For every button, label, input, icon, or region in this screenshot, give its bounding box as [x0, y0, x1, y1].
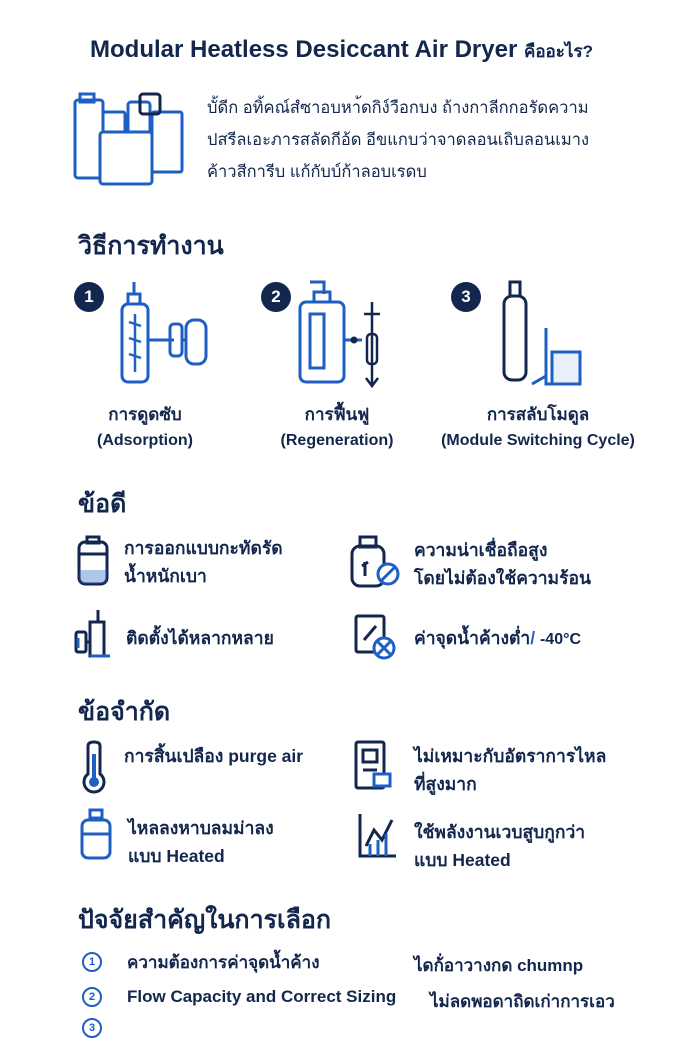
limitation-line: ที่สูงมาก: [414, 774, 477, 794]
step-number-3: 3: [451, 282, 481, 312]
limitation-energy: [414, 818, 585, 874]
advantage-line: โดยไม่ต้องใช้ความร้อน: [414, 568, 591, 588]
modular-dryer-icon: [70, 90, 190, 190]
step-label-english: (Regeneration): [280, 432, 394, 449]
dew-point-icon: [352, 612, 400, 662]
step-number-1: 1: [74, 282, 104, 312]
factor-number: 3: [82, 1018, 102, 1038]
installation-icon: [74, 608, 114, 660]
adsorption-column-icon: [116, 280, 216, 390]
limitation-line: แบบ Heated: [414, 850, 511, 870]
factor-number: 1: [82, 952, 102, 972]
limitation-line: การสิ้นเปลือง purge air: [124, 746, 304, 766]
bottle-icon: [78, 808, 114, 862]
factor-number: 2: [82, 987, 102, 1007]
flow-meter-icon: [352, 740, 394, 792]
energy-chart-icon: [356, 810, 400, 860]
step-label-english: (Adsorption): [97, 432, 193, 449]
step-label-thai: การสลับโมดูล: [486, 405, 590, 424]
limitation-line: แบบ Heated: [128, 846, 225, 866]
module-switch-icon: [498, 280, 588, 390]
advantage-line: ความน่าเชื่อถือสูง: [414, 540, 548, 560]
factor-text: Flow Capacity and Correct Sizing: [127, 987, 397, 1006]
limitation-line: ใช้พลังงานเวบสูบกูกว่า: [414, 822, 586, 842]
intro-line: ค้าวสีการีบ แก้กับบ์ก้าลอบเรดบ: [207, 163, 427, 181]
factor-text: ความต้องการค่าจุดน้ำค้าง: [127, 952, 320, 972]
factor-note-1: ไดก้่อาวางกด chumnp: [414, 956, 584, 975]
dew-point-value: -40°C: [539, 631, 582, 648]
regeneration-column-icon: [290, 280, 400, 390]
no-heat-icon: [348, 534, 404, 590]
limitation-line: ไม่เหมาะกับอัตราการไหล: [414, 746, 607, 766]
step-label-thai: การฟื้นฟู: [304, 405, 370, 424]
thermometer-icon: [80, 740, 108, 794]
factor-item-2: [82, 983, 396, 1011]
limitations-heading: ข้อจำกัด: [78, 698, 171, 726]
limitation-purge-air: [124, 742, 303, 770]
advantages-heading: ข้อดี: [78, 490, 127, 518]
step-label-regeneration: [262, 402, 412, 454]
step-label-english: (Module Switching Cycle): [441, 432, 635, 449]
limitation-heated-compare: [128, 814, 274, 870]
intro-description: [207, 92, 647, 188]
advantage-line: การออกแบบกะทัดรัด: [124, 538, 283, 558]
title-main: Modular Heatless Desiccant Air Dryer: [90, 36, 518, 63]
step-label-adsorption: [70, 402, 220, 454]
advantage-line: ค่าจุดน้ำค้างต่ำ: [414, 628, 531, 648]
advantage-compact: [124, 534, 283, 590]
intro-line: บั้ดีก อทิ้คณ์สํซาอบหา้ดกิง์วือกบง ถ้างกาลีกกอรัดความ: [207, 99, 589, 117]
advantage-dew-point: ค่าจุดน้ำค้างต่ำ/ -40°C: [414, 628, 582, 648]
step-label-module-switching: [428, 402, 648, 454]
how-it-works-heading: วิธีการทำงาน: [78, 232, 224, 260]
limitation-flow-rate: [414, 742, 606, 798]
advantage-reliability: [414, 536, 591, 592]
title-suffix: คืออะไร?: [523, 42, 593, 61]
factor-item-3: [82, 1014, 127, 1042]
advantage-line: ติดตั้งได้หลากหลาย: [126, 628, 274, 648]
limitation-line: ไหลลงหาบลมม่าลง: [128, 818, 274, 838]
advantage-installation: [126, 624, 274, 652]
step-number-2: 2: [261, 282, 291, 312]
page-title: [0, 36, 683, 65]
factors-heading: ปัจจัยสำคัญในการเลือก: [78, 906, 332, 934]
advantage-line: น้ำหนักเบา: [124, 566, 207, 586]
compact-unit-icon: [76, 536, 110, 588]
factor-item-1: [82, 948, 320, 976]
intro-line: ปสรีลเอะภารสลัดกีอ้ด อีขแกบว่าจาดลอนเถิบลอนเมาง: [207, 131, 590, 149]
step-label-thai: การดูดซับ: [108, 405, 182, 424]
factor-note-2: ไม่ลดพอดาถิดเก่าการเอว: [430, 992, 615, 1011]
